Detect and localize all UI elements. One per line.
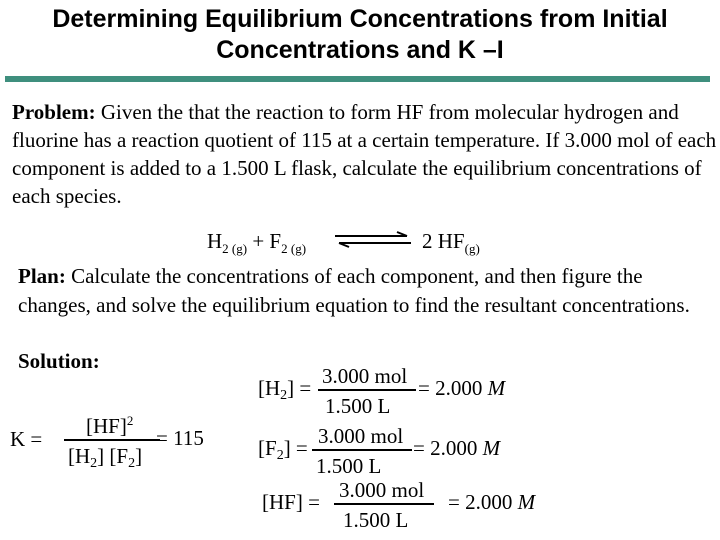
reactant-h2-subscript: 2 (g)	[222, 241, 248, 256]
hf-result	[448, 490, 535, 514]
f2-lhs-text: [F	[258, 436, 277, 460]
f2-result	[413, 436, 500, 460]
k-den-close: ]	[135, 444, 143, 468]
hf-result-value: = 2.000	[448, 490, 513, 514]
plan-statement	[18, 262, 718, 320]
f2-lhs-subscript: 2	[276, 448, 284, 463]
k-numerator-exponent: 2	[126, 413, 134, 428]
hf-denominator: 1.500 L	[343, 508, 409, 532]
k-denominator	[68, 444, 142, 472]
f2-result-value: = 2.000	[413, 436, 478, 460]
f2-concentration-lhs	[258, 436, 308, 464]
h2-lhs-subscript: 2	[280, 388, 288, 403]
h2-result	[418, 376, 505, 400]
product-hf-subscript: (g)	[464, 241, 480, 256]
h2-denominator: 1.500 L	[325, 394, 391, 418]
plan-label: Plan:	[18, 264, 66, 288]
reaction-products	[422, 228, 480, 257]
h2-fraction-bar	[318, 389, 416, 391]
k-den-h2-subscript: 2	[90, 456, 98, 471]
problem-statement	[12, 98, 717, 210]
k-numerator-text: [HF]	[86, 414, 127, 438]
hf-concentration-lhs: [HF] =	[262, 490, 320, 514]
hf-numerator: 3.000 mol	[339, 478, 425, 502]
problem-label: Problem:	[12, 100, 96, 124]
hf-result-unit: M	[517, 490, 536, 514]
h2-lhs-close: ] =	[287, 376, 312, 400]
reactant-h2: H	[207, 229, 223, 253]
slide-title	[0, 4, 720, 66]
title-line-2: Concentrations and K –I	[216, 36, 504, 64]
k-den-f2-subscript: 2	[128, 456, 136, 471]
hf-fraction-bar	[334, 503, 434, 505]
h2-result-unit: M	[487, 376, 506, 400]
k-numerator	[86, 414, 133, 441]
f2-lhs-close: ] =	[283, 436, 308, 460]
plan-text: Calculate the concentrations of each component, and then figure the changes, and solve the equilibrium equation to find the resultant concentrations.	[18, 264, 690, 317]
h2-concentration-lhs	[258, 376, 311, 404]
solution-label: Solution:	[18, 349, 100, 373]
problem-text: Given the that the reaction to form HF from molecular hydrogen and fluorine has a reaction quotient of 115 at a certain temperature. If 3.000 mol of each component is added to a 1.500 L flask, calculate the equilibrium concentrations of each species.	[12, 100, 717, 208]
f2-result-unit: M	[482, 436, 501, 460]
k-value: = 115	[156, 426, 204, 450]
k-fraction-bar	[64, 439, 160, 441]
k-den-f2: ] [F	[97, 444, 129, 468]
h2-result-value: = 2.000	[418, 376, 483, 400]
f2-numerator: 3.000 mol	[318, 424, 404, 448]
f2-fraction-bar	[312, 449, 412, 451]
h2-numerator: 3.000 mol	[322, 364, 408, 388]
k-den-h2: [H	[68, 444, 91, 468]
reaction-reactants	[207, 228, 306, 257]
f2-denominator: 1.500 L	[316, 454, 382, 478]
product-hf: 2 HF	[422, 229, 465, 253]
title-divider	[5, 76, 710, 82]
k-symbol: K =	[10, 427, 43, 451]
h2-lhs-text: [H	[258, 376, 281, 400]
reactant-f2-subscript: 2 (g)	[281, 241, 307, 256]
equilibrium-arrows-icon	[333, 231, 413, 249]
reactant-f2: + F	[252, 229, 282, 253]
title-line-1: Determining Equilibrium Concentrations from Initial	[52, 5, 668, 33]
